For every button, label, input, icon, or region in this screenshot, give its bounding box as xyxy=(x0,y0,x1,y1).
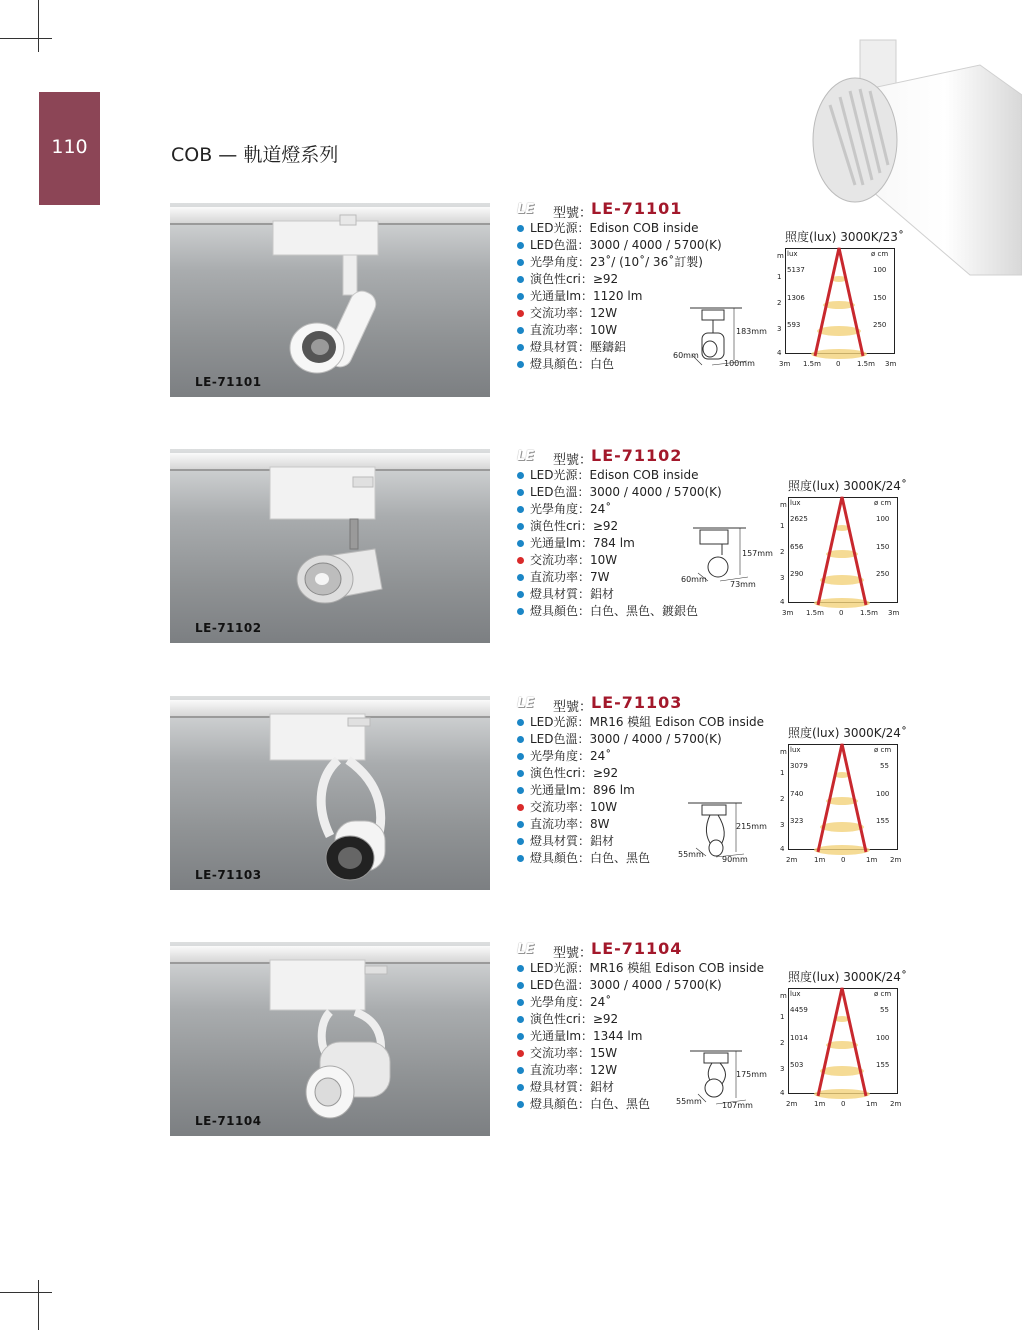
spec-item: 演色性cri：≥92 xyxy=(515,518,785,535)
spec-item: LED光源：MR16 模組 Edison COB inside xyxy=(515,714,785,731)
bullet-icon xyxy=(517,787,524,794)
beam-row-lux: 503 xyxy=(790,1061,804,1069)
dim-height: 183mm xyxy=(736,327,767,336)
spec-item: 燈具顏色：白色、黑色 xyxy=(515,850,785,867)
beam-row-n: 3 xyxy=(780,574,785,582)
beam-m-label: m xyxy=(780,501,787,509)
photo-caption: LE-71104 xyxy=(195,1114,262,1128)
bullet-icon xyxy=(517,344,524,351)
beam-row-cm: 250 xyxy=(876,570,890,578)
beam-lux-label: lux xyxy=(790,990,801,998)
beam-row-cm: 100 xyxy=(876,1034,890,1042)
spec-item: 光學角度：24˚ xyxy=(515,501,785,518)
beam-x-tick: 2m xyxy=(890,856,902,864)
beam-row-lux: 740 xyxy=(790,790,804,798)
beam-row-lux: 323 xyxy=(790,817,804,825)
beam-x-tick: 3m xyxy=(888,609,900,617)
beam-x-tick: 0 xyxy=(836,360,841,368)
beam-row-lux: 4459 xyxy=(790,1006,808,1014)
beam-m-label: m xyxy=(777,252,784,260)
bullet-icon xyxy=(517,1101,524,1108)
beam-row-lux: 656 xyxy=(790,543,804,551)
beam-row-n: 4 xyxy=(780,598,785,606)
beam-dia-label: ø cm xyxy=(874,499,892,507)
spec-item: 交流功率：10W xyxy=(515,552,785,569)
beam-row-cm: 150 xyxy=(873,294,887,302)
crop-mark xyxy=(0,1292,52,1293)
photo-caption: LE-71101 xyxy=(195,375,262,389)
beam-row-lux: 3079 xyxy=(790,762,808,770)
product-photo xyxy=(170,942,490,1136)
spec-item: 交流功率：12W xyxy=(515,305,785,322)
beam-row-n: 1 xyxy=(780,1013,785,1021)
spec-item: LED色溫：3000 / 4000 / 5700(K) xyxy=(515,237,785,254)
beam-row-n: 4 xyxy=(780,1089,785,1097)
dimension-drawing xyxy=(674,800,774,870)
model-label: 型號： xyxy=(553,453,593,468)
spec-item: 燈具顏色：白色、黑色 xyxy=(515,1096,785,1113)
bullet-icon xyxy=(517,736,524,743)
beam-dia-label: ø cm xyxy=(874,746,892,754)
bullet-icon xyxy=(517,1084,524,1091)
dim-height: 157mm xyxy=(742,549,773,558)
model-number: LE-71104 xyxy=(591,939,683,958)
beam-row-n: 3 xyxy=(780,1065,785,1073)
le-logo: LE xyxy=(517,942,535,957)
spec-item: 直流功率：12W xyxy=(515,1062,785,1079)
bullet-icon xyxy=(517,1050,524,1057)
beam-chart xyxy=(778,968,908,1113)
beam-row-n: 2 xyxy=(780,1039,785,1047)
bullet-icon xyxy=(517,506,524,513)
spec-item: 燈具顏色：白色、黑色、鍍銀色 xyxy=(515,603,785,620)
model-number: LE-71102 xyxy=(591,446,683,465)
spec-item: 演色性cri：≥92 xyxy=(515,765,785,782)
bullet-icon xyxy=(517,472,524,479)
le-logo: LE xyxy=(517,202,535,217)
dim-depth: 60mm xyxy=(681,575,707,584)
beam-x-tick: 1.5m xyxy=(803,360,821,368)
beam-title: 照度(lux) 3000K/23˚ xyxy=(785,230,904,244)
bullet-icon xyxy=(517,965,524,972)
photo-caption: LE-71102 xyxy=(195,621,262,635)
dim-width: 90mm xyxy=(722,855,748,864)
dimension-sketch xyxy=(678,525,778,595)
beam-row-n: 1 xyxy=(780,522,785,530)
page-number-tab xyxy=(39,92,100,205)
beam-row-lux: 290 xyxy=(790,570,804,578)
page-title: COB — 軌道燈系列 xyxy=(171,144,339,166)
fixture-illustration xyxy=(170,203,490,397)
beam-row-cm: 150 xyxy=(876,543,890,551)
beam-x-tick: 1m xyxy=(814,856,826,864)
product-photo xyxy=(170,203,490,397)
beam-x-tick: 3m xyxy=(779,360,791,368)
bullet-icon xyxy=(517,1067,524,1074)
beam-row-n: 4 xyxy=(777,349,782,357)
page-number: 110 xyxy=(51,136,88,158)
le-logo: LE xyxy=(517,449,535,464)
dim-width: 100mm xyxy=(724,359,755,368)
beam-title: 照度(lux) 3000K/24˚ xyxy=(788,479,907,493)
crop-mark xyxy=(38,1280,39,1330)
beam-m-label: m xyxy=(780,992,787,1000)
beam-row-n: 2 xyxy=(777,299,782,307)
beam-row-cm: 155 xyxy=(876,817,890,825)
spec-item: 交流功率：15W xyxy=(515,1045,785,1062)
spec-item: LED光源：MR16 模組 Edison COB inside xyxy=(515,960,785,977)
spec-item: 燈具材質：鋁材 xyxy=(515,1079,785,1096)
bullet-icon xyxy=(517,753,524,760)
dim-depth: 55mm xyxy=(676,1097,702,1106)
beam-x-tick: 1.5m xyxy=(806,609,824,617)
beam-chart xyxy=(778,477,908,622)
spec-item: 直流功率：8W xyxy=(515,816,785,833)
beam-row-n: 1 xyxy=(777,273,782,281)
beam-row-cm: 155 xyxy=(876,1061,890,1069)
bullet-icon xyxy=(517,982,524,989)
spec-item: 光通量lm：784 lm xyxy=(515,535,785,552)
bullet-icon xyxy=(517,327,524,334)
bullet-icon xyxy=(517,1016,524,1023)
fixture-illustration xyxy=(170,942,490,1136)
bullet-icon xyxy=(517,591,524,598)
crop-mark xyxy=(0,38,52,39)
spec-item: LED色溫：3000 / 4000 / 5700(K) xyxy=(515,977,785,994)
spec-item: 直流功率：10W xyxy=(515,322,785,339)
beam-m-label: m xyxy=(780,748,787,756)
crop-mark xyxy=(38,0,39,52)
bullet-icon xyxy=(517,608,524,615)
beam-row-cm: 55 xyxy=(880,1006,889,1014)
model-label: 型號： xyxy=(553,700,593,715)
dim-depth: 55mm xyxy=(678,850,704,859)
dim-width: 107mm xyxy=(722,1101,753,1110)
spec-item: 光學角度：24˚ xyxy=(515,994,785,1011)
beam-title: 照度(lux) 3000K/24˚ xyxy=(788,726,907,740)
bullet-icon xyxy=(517,489,524,496)
model-number: LE-71103 xyxy=(591,693,683,712)
photo-caption: LE-71103 xyxy=(195,868,262,882)
dimension-drawing xyxy=(672,305,772,375)
beam-row-lux: 1014 xyxy=(790,1034,808,1042)
beam-row-n: 3 xyxy=(780,821,785,829)
spec-item: 光學角度：23˚/ (10˚/ 36˚訂製) xyxy=(515,254,785,271)
beam-x-tick: 1.5m xyxy=(860,609,878,617)
dim-height: 215mm xyxy=(736,822,767,831)
spec-item: LED色溫：3000 / 4000 / 5700(K) xyxy=(515,731,785,748)
bullet-icon xyxy=(517,574,524,581)
beam-row-cm: 250 xyxy=(873,321,887,329)
spec-item: LED光源：Edison COB inside xyxy=(515,467,785,484)
dimension-drawing xyxy=(676,1048,776,1118)
spec-item: 演色性cri：≥92 xyxy=(515,1011,785,1028)
beam-lux-label: lux xyxy=(790,746,801,754)
bullet-icon xyxy=(517,557,524,564)
beam-x-tick: 1.5m xyxy=(857,360,875,368)
dim-height: 175mm xyxy=(736,1070,767,1079)
spec-item: 燈具材質：壓鑄鋁 xyxy=(515,339,785,356)
beam-x-tick: 1m xyxy=(866,1100,878,1108)
bullet-icon xyxy=(517,999,524,1006)
fixture-illustration xyxy=(170,449,490,643)
beam-chart xyxy=(775,228,905,373)
beam-x-tick: 0 xyxy=(839,609,844,617)
beam-row-n: 4 xyxy=(780,845,785,853)
beam-x-tick: 2m xyxy=(786,1100,798,1108)
beam-row-lux: 1306 xyxy=(787,294,805,302)
beam-x-tick: 2m xyxy=(890,1100,902,1108)
model-label: 型號： xyxy=(553,206,593,221)
bullet-icon xyxy=(517,1033,524,1040)
bullet-icon xyxy=(517,804,524,811)
spec-item: 交流功率：10W xyxy=(515,799,785,816)
bullet-icon xyxy=(517,242,524,249)
beam-row-n: 1 xyxy=(780,769,785,777)
fixture-illustration xyxy=(170,696,490,890)
bullet-icon xyxy=(517,719,524,726)
model-number: LE-71101 xyxy=(591,199,683,218)
bullet-icon xyxy=(517,276,524,283)
beam-x-tick: 2m xyxy=(786,856,798,864)
dim-depth: 60mm xyxy=(673,351,699,360)
beam-row-cm: 100 xyxy=(876,790,890,798)
bullet-icon xyxy=(517,821,524,828)
beam-lux-label: lux xyxy=(790,499,801,507)
bullet-icon xyxy=(517,310,524,317)
beam-x-tick: 0 xyxy=(841,1100,846,1108)
spec-item: 光通量lm：1120 lm xyxy=(515,288,785,305)
dim-width: 73mm xyxy=(730,580,756,589)
beam-row-n: 3 xyxy=(777,325,782,333)
beam-x-tick: 1m xyxy=(866,856,878,864)
beam-x-tick: 0 xyxy=(841,856,846,864)
beam-row-cm: 100 xyxy=(873,266,887,274)
spec-item: 燈具材質：鋁材 xyxy=(515,833,785,850)
spec-item: LED色溫：3000 / 4000 / 5700(K) xyxy=(515,484,785,501)
bullet-icon xyxy=(517,770,524,777)
bullet-icon xyxy=(517,225,524,232)
beam-chart xyxy=(778,724,908,869)
bullet-icon xyxy=(517,540,524,547)
bullet-icon xyxy=(517,361,524,368)
bullet-icon xyxy=(517,293,524,300)
beam-dia-label: ø cm xyxy=(871,250,889,258)
bullet-icon xyxy=(517,523,524,530)
spec-item: LED光源：Edison COB inside xyxy=(515,220,785,237)
beam-row-lux: 2625 xyxy=(790,515,808,523)
spec-item: 燈具顏色：白色 xyxy=(515,356,785,373)
spec-item: 光通量lm：896 lm xyxy=(515,782,785,799)
le-logo: LE xyxy=(517,696,535,711)
beam-x-tick: 1m xyxy=(814,1100,826,1108)
product-photo xyxy=(170,449,490,643)
spec-item: 光學角度：24˚ xyxy=(515,748,785,765)
beam-row-cm: 100 xyxy=(876,515,890,523)
beam-dia-label: ø cm xyxy=(874,990,892,998)
beam-title: 照度(lux) 3000K/24˚ xyxy=(788,970,907,984)
beam-row-n: 2 xyxy=(780,795,785,803)
beam-row-lux: 593 xyxy=(787,321,801,329)
spec-item: 演色性cri：≥92 xyxy=(515,271,785,288)
spec-item: 燈具材質：鋁材 xyxy=(515,586,785,603)
spec-item: 直流功率：7W xyxy=(515,569,785,586)
model-label: 型號： xyxy=(553,946,593,961)
spec-item: 光通量lm：1344 lm xyxy=(515,1028,785,1045)
beam-lux-label: lux xyxy=(787,250,798,258)
beam-x-tick: 3m xyxy=(782,609,794,617)
product-photo xyxy=(170,696,490,890)
bullet-icon xyxy=(517,259,524,266)
beam-row-cm: 55 xyxy=(880,762,889,770)
dimension-sketch xyxy=(672,305,772,375)
beam-row-n: 2 xyxy=(780,548,785,556)
bullet-icon xyxy=(517,855,524,862)
dimension-drawing xyxy=(678,525,778,595)
bullet-icon xyxy=(517,838,524,845)
beam-x-tick: 3m xyxy=(885,360,897,368)
beam-row-lux: 5137 xyxy=(787,266,805,274)
